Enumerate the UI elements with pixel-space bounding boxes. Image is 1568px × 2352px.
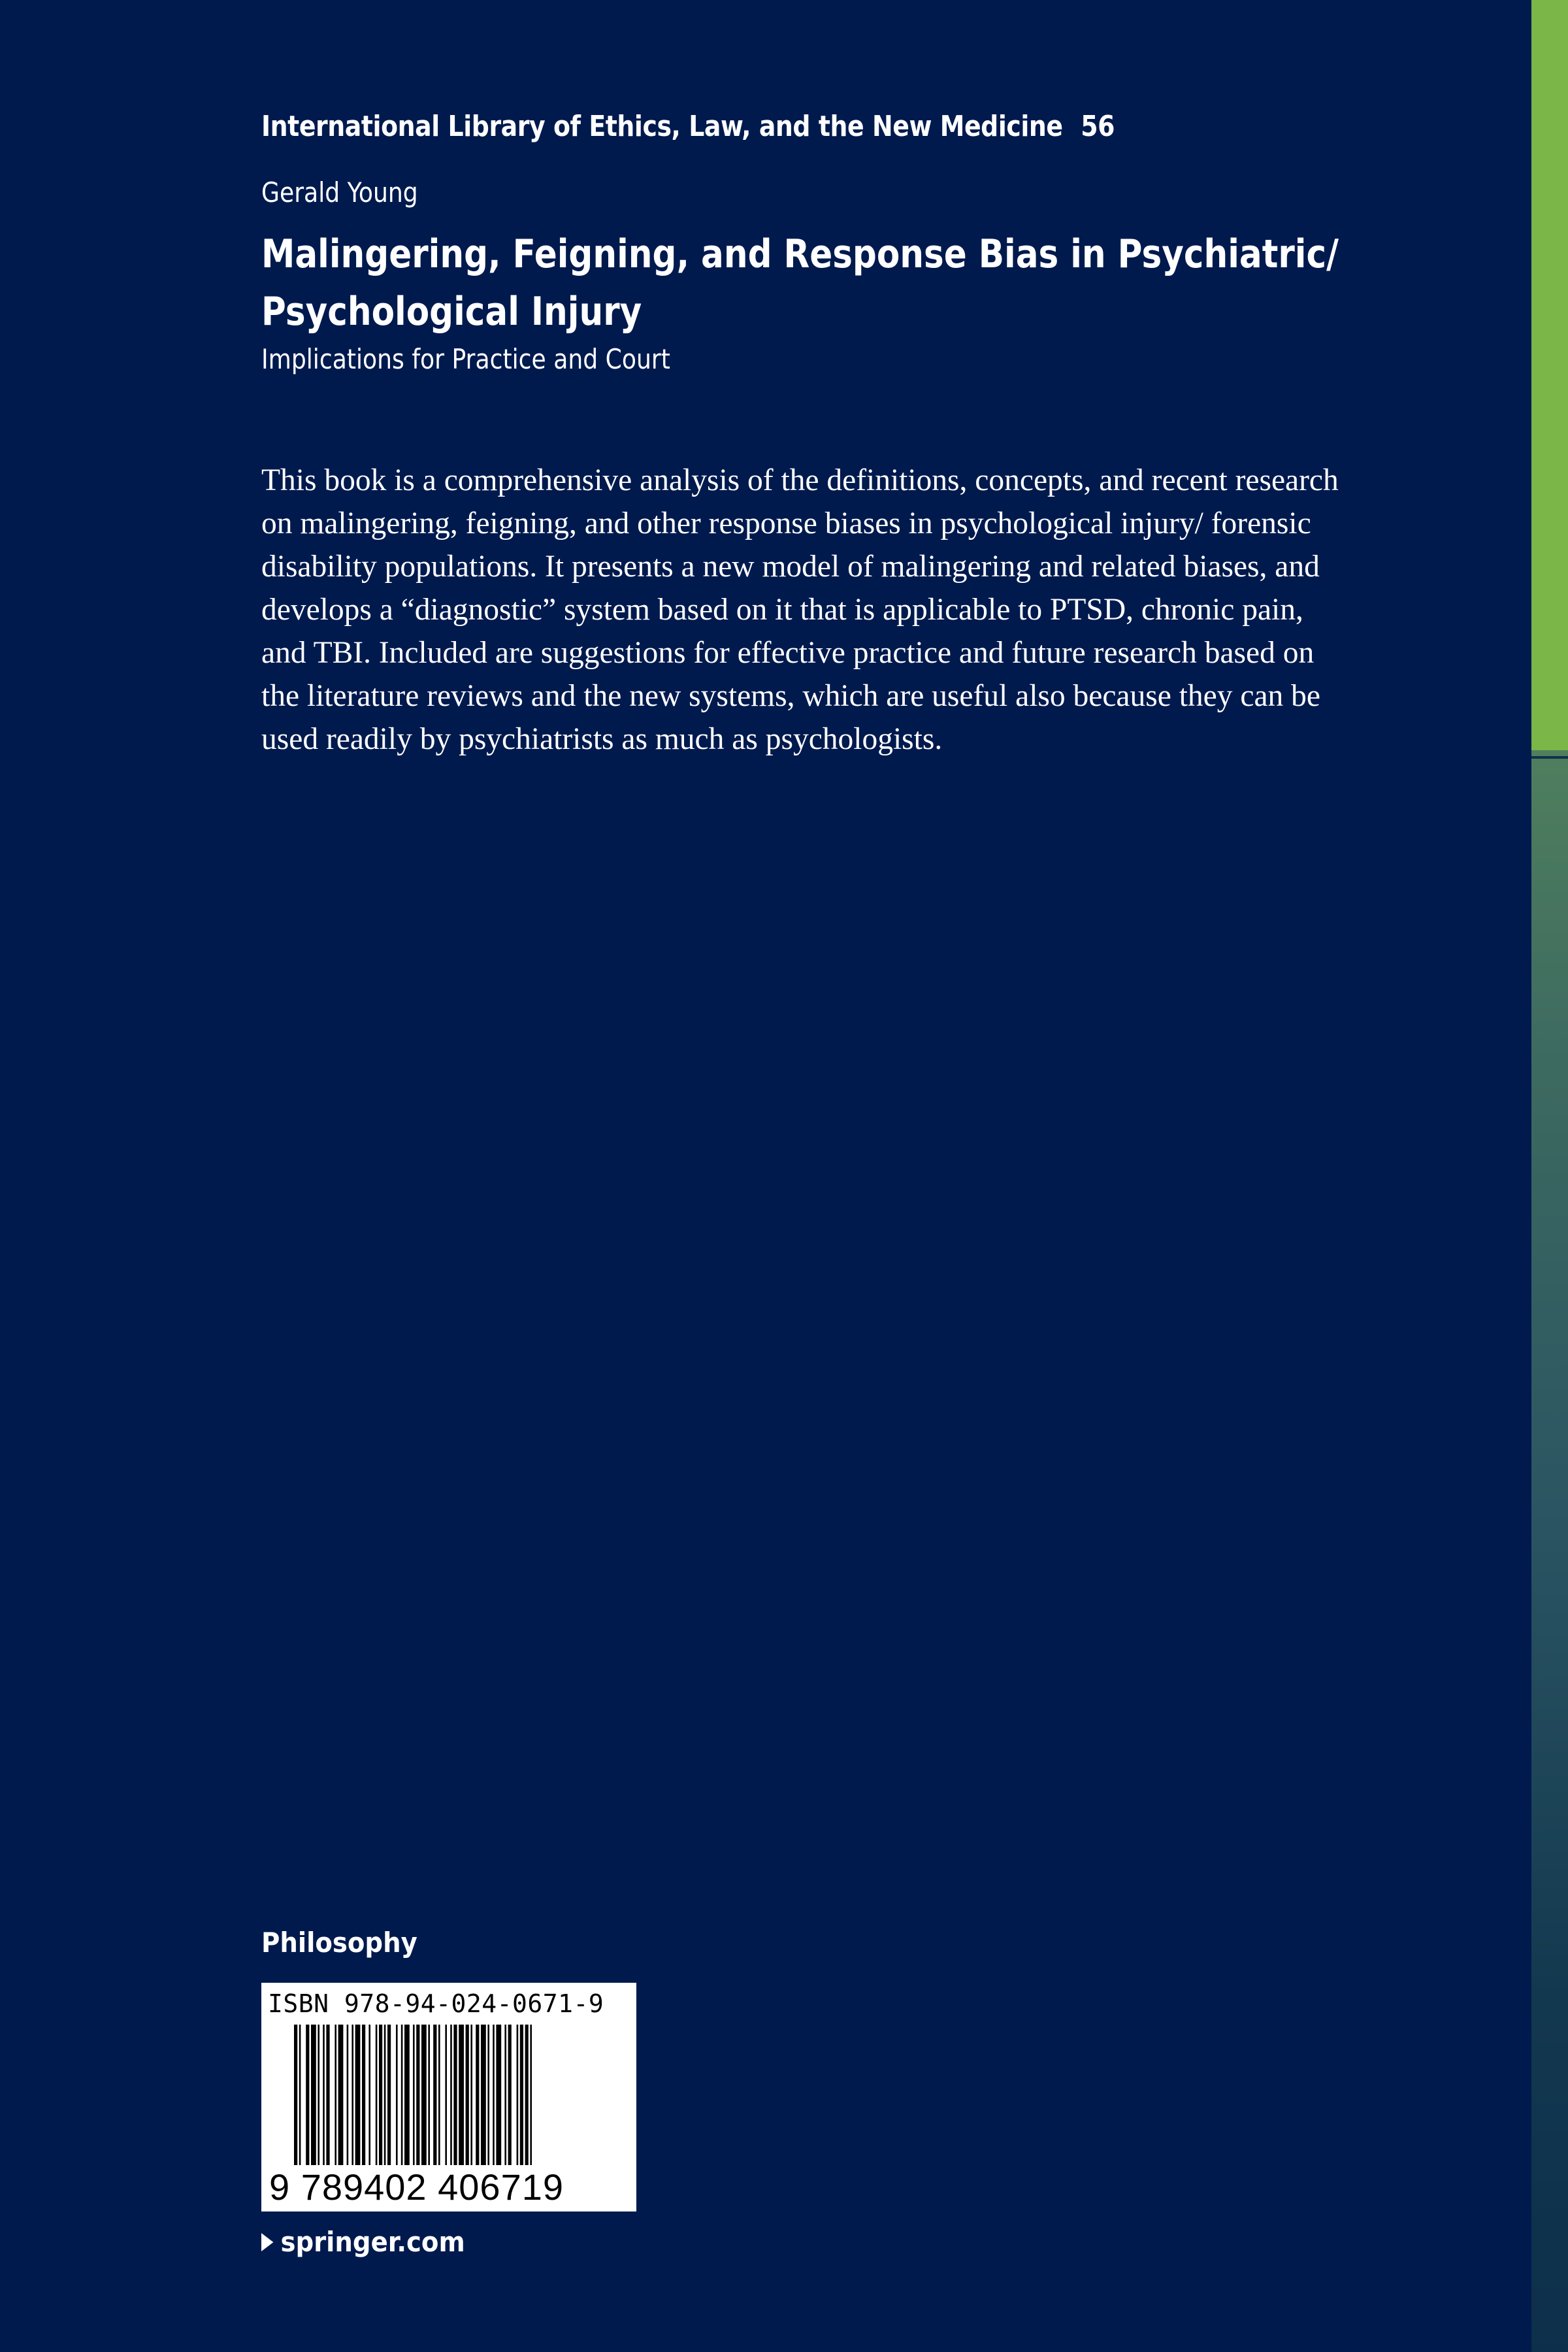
book-title-line-2: Psychological Injury <box>261 289 642 335</box>
spine-color-strip <box>1531 0 1568 2352</box>
spine-divider-line <box>1531 756 1568 759</box>
description-line: used readily by psychiatrists as much as psychologists. <box>261 722 943 756</box>
isbn-label: ISBN 978-94-024-0671-9 <box>268 1989 604 2018</box>
description-line: This book is a comprehensive analysis of the definitions, concepts, and recent research <box>261 463 1339 497</box>
publisher-website-text: springer.com <box>280 2226 465 2258</box>
book-description <box>261 459 1437 761</box>
description-line: the literature reviews and the new systems, which are useful also because they can be <box>261 679 1320 713</box>
book-title <box>261 225 1385 340</box>
description-line: on malingering, feigning, and other response biases in psychological injury/ forensic <box>261 506 1311 540</box>
barcode-bars-icon <box>294 2025 601 2168</box>
description-line: and TBI. Included are suggestions for effective practice and future research based on <box>261 636 1315 670</box>
series-number: 56 <box>1081 110 1115 143</box>
author-name: Gerald Young <box>261 176 418 208</box>
publisher-website-link[interactable] <box>261 2226 465 2258</box>
play-triangle-icon <box>261 2233 273 2251</box>
isbn-barcode <box>261 1983 636 2211</box>
description-line: develops a “diagnostic” system based on it that is applicable to PTSD, chronic pain, <box>261 593 1303 627</box>
series-name: International Library of Ethics, Law, and the New Medicine <box>261 110 1063 143</box>
book-subtitle: Implications for Practice and Court <box>261 343 670 375</box>
barcode-digits: 9 789402 406719 <box>269 2166 564 2208</box>
description-line: disability populations. It presents a new model of malingering and related biases, and <box>261 550 1320 584</box>
series-heading <box>261 110 1115 143</box>
subject-category: Philosophy <box>261 1927 417 1959</box>
book-title-line-1: Malingering, Feigning, and Response Bias in Psychiatric/ <box>261 231 1339 277</box>
